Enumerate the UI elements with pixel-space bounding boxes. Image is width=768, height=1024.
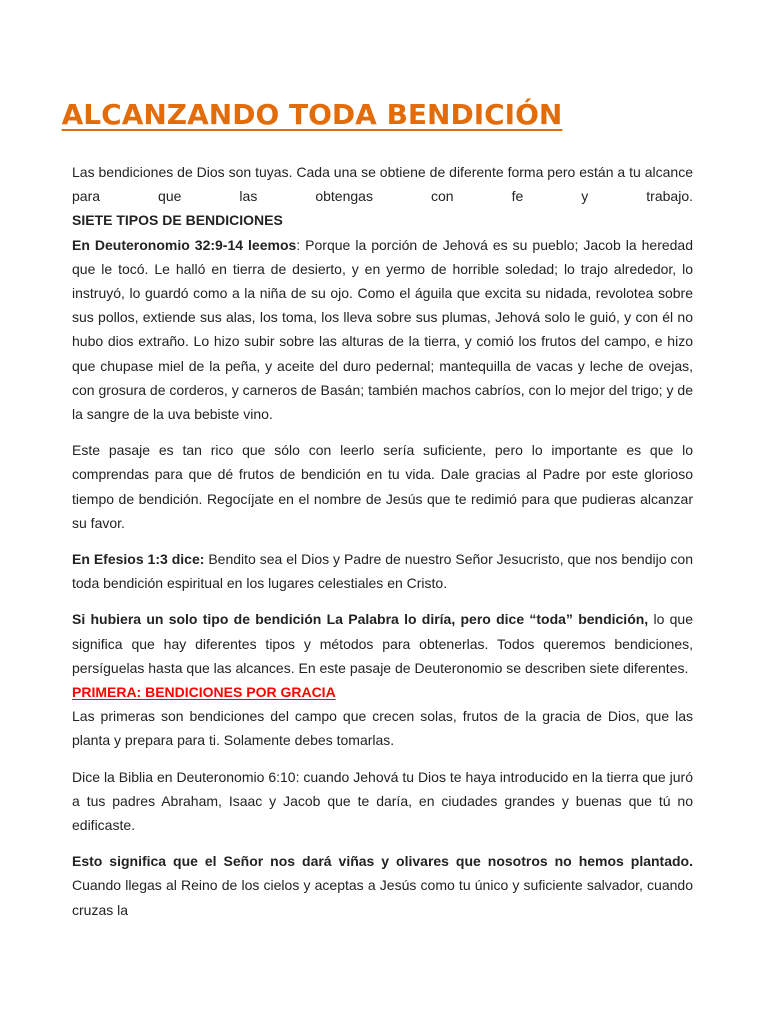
document-title xyxy=(0,95,696,135)
efesios-text: Bendito sea el Dios y Padre de nuestro Señor Jesucristo, que nos bendijo con toda bendición espiritual en los lugares celestiales en Cristo. xyxy=(72,551,693,592)
paragraph-tipo-bendicion xyxy=(72,607,693,680)
heading-siete-tipos: SIETE TIPOS DE BENDICIONES xyxy=(72,212,283,229)
paragraph-senor-vinas xyxy=(72,849,693,922)
paragraph-efesios xyxy=(72,547,693,595)
paragraph-deuteronomio-32 xyxy=(72,233,693,427)
tipo-bendicion-lead: Si hubiera un solo tipo de bendición La Palabra lo diría, pero dice “toda” bendición, xyxy=(72,611,649,628)
heading-primera-bendiciones: PRIMERA: BENDICIONES POR GRACIA xyxy=(72,684,336,701)
intro-line-1: Las bendiciones de Dios son tuyas. Cada una se obtiene de diferente forma pero están a tu alcance xyxy=(72,164,693,180)
deuteronomio-32-lead: En Deuteronomio 32:9-14 leemos xyxy=(72,236,297,253)
document-body xyxy=(72,160,693,922)
tipo-bendicion-text: lo que significa que hay diferentes tipos y métodos para obtenerlas. Todos queremos bendiciones, persíguelas hasta que las alcances. En este pasaje de Deuteronomio se describen siete diferentes. xyxy=(72,611,693,676)
document-title-text: ALCANZANDO TODA BENDICIÓN xyxy=(61,98,563,131)
senor-vinas-text: Cuando llegas al Reino de los cielos y aceptas a Jesús como tu único y suficiente salvador, cuando cruzas la xyxy=(72,877,693,918)
intro-line-2: para que las obtengas con fe y trabajo. xyxy=(72,188,693,205)
paragraph-pasaje: Este pasaje es tan rico que sólo con leerlo sería suficiente, pero lo importante es que lo comprendas para que dé frutos de bendición en tu vida. Dale gracias al Padre por este glorioso tiempo de bendición. Regocíjate en el nombre de Jesús que te redimió para que pudieras alcanzar su favor. xyxy=(72,442,693,531)
efesios-lead: En Efesios 1:3 dice: xyxy=(72,551,205,568)
deuteronomio-32-text: : Porque la porción de Jehová es su pueblo; Jacob la heredad que le tocó. Le halló en tierra de desierto, y en yermo de horrible soledad; lo trajo alrededor, lo instruyó, lo guardó como a la niña de su ojo. Como el águila que excita su nidada, revolotea sobre sus pollos, extiende sus alas, los toma, los lleva sobre sus plumas, Jehová solo le guió, y con él no hubo dios extraño. Lo hizo subir sobre las alturas de la tierra, y comió los frutos del campo, e hizo que chupase miel de la peña, y aceite del duro pedernal; mantequilla de vacas y leche de ovejas, con grosura de corderos, y carneros de Basán; también machos cabríos, con lo mejor del trigo; y de la sangre de la uva bebiste vino. xyxy=(72,236,693,423)
paragraph-biblia-deuteronomio-6: Dice la Biblia en Deuteronomio 6:10: cuando Jehová tu Dios te haya introducido en la tierra que juró a tus padres Abraham, Isaac y Jacob que te daría, en ciudades grandes y buenas que tú no edificaste. xyxy=(72,768,693,834)
paragraph-primeras: Las primeras son bendiciones del campo que crecen solas, frutos de la gracia de Dios, que las planta y prepara para ti. Solamente debes tomarlas. xyxy=(72,708,693,749)
senor-vinas-lead: Esto significa que el Señor nos dará viñas y olivares que nosotros no hemos plantado. xyxy=(72,853,693,870)
